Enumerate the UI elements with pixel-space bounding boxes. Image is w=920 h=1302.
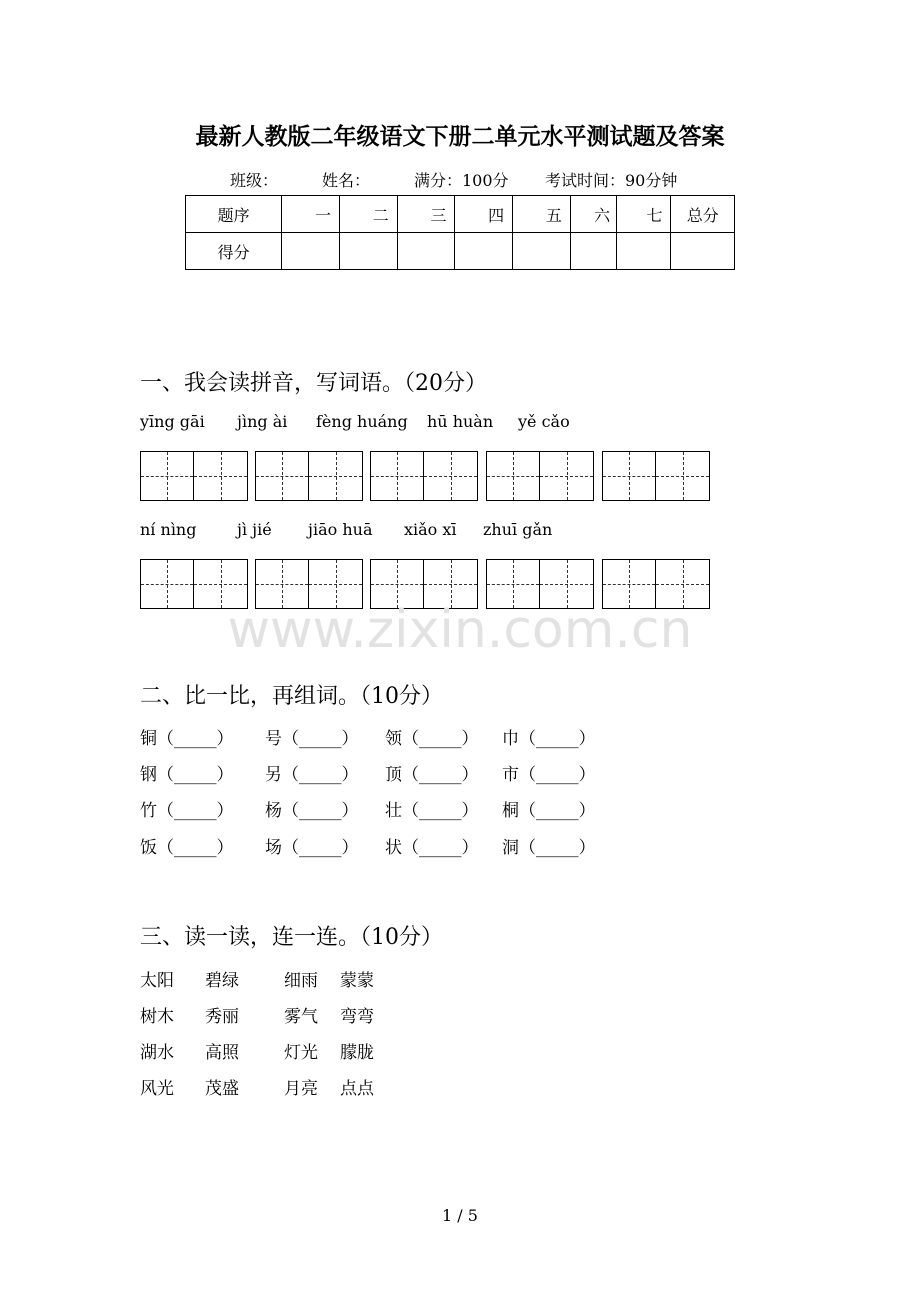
word-pair-item[interactable]: 桐（_____）: [502, 801, 596, 821]
word-pair-item[interactable]: 号（_____）: [265, 729, 359, 749]
tian-cell[interactable]: [309, 452, 362, 500]
match-word[interactable]: 朦胧: [340, 1043, 374, 1063]
match-word[interactable]: 秀丽: [205, 1007, 239, 1027]
pinyin: fèng huáng: [316, 412, 408, 431]
writing-box[interactable]: [140, 451, 248, 501]
tian-cell[interactable]: [256, 452, 309, 500]
word-pair-item[interactable]: 状（_____）: [385, 838, 479, 858]
pinyin: jì jié: [237, 520, 272, 539]
match-word[interactable]: 湖水: [140, 1043, 174, 1063]
score-header-cell: 二: [339, 196, 397, 233]
word-pair-item[interactable]: 钢（_____）: [140, 765, 234, 785]
pinyin: hū huàn: [427, 412, 494, 431]
score-header-cell: 三: [397, 196, 455, 233]
score-table-score-row: [186, 233, 735, 270]
score-input-cell[interactable]: [339, 233, 397, 270]
section2-heading: 二、比一比，再组词。（10分）: [140, 684, 443, 709]
score-header-cell: 四: [455, 196, 513, 233]
writing-box[interactable]: [255, 451, 363, 501]
word-pair-item[interactable]: 竹（_____）: [140, 801, 234, 821]
word-pair-item[interactable]: 饭（_____）: [140, 838, 234, 858]
tian-cell[interactable]: [656, 452, 709, 500]
word-pair-item[interactable]: 顶（_____）: [385, 765, 479, 785]
match-word[interactable]: 灯光: [284, 1043, 318, 1063]
score-header-cell: 题序: [186, 196, 282, 233]
exam-time: 考试时间：90分钟: [545, 171, 678, 190]
tian-cell[interactable]: [141, 452, 194, 500]
match-word[interactable]: 风光: [140, 1079, 174, 1099]
section1-heading: 一、我会读拼音，写词语。（20分）: [140, 371, 487, 396]
tian-cell[interactable]: [371, 452, 424, 500]
score-header-cell: 七: [617, 196, 671, 233]
tian-cell[interactable]: [424, 452, 477, 500]
tian-cell[interactable]: [194, 452, 247, 500]
writing-box[interactable]: [486, 451, 594, 501]
pinyin: zhuī gǎn: [483, 520, 553, 539]
pinyin: yīng gāi: [140, 412, 205, 431]
name-label: 姓名：: [322, 171, 371, 190]
writing-box[interactable]: [370, 451, 478, 501]
tian-cell[interactable]: [603, 452, 656, 500]
match-word[interactable]: 茂盛: [205, 1079, 239, 1099]
match-word[interactable]: 碧绿: [205, 971, 239, 991]
word-pair-item[interactable]: 铜（_____）: [140, 729, 234, 749]
match-word[interactable]: 弯弯: [340, 1007, 374, 1027]
score-table-header-row: [186, 196, 735, 233]
score-input-cell[interactable]: [455, 233, 513, 270]
match-word[interactable]: 月亮: [284, 1079, 318, 1099]
match-word[interactable]: 雾气: [284, 1007, 318, 1027]
page-number: 1 / 5: [442, 1206, 478, 1225]
score-header-cell: 五: [513, 196, 571, 233]
pinyin: jiāo huā: [308, 520, 373, 539]
score-input-cell[interactable]: [671, 233, 735, 270]
watermark: www.zixin.com.cn: [227, 600, 693, 660]
match-word[interactable]: 细雨: [284, 971, 318, 991]
word-pair-item[interactable]: 另（_____）: [265, 765, 359, 785]
score-header-cell: 六: [570, 196, 616, 233]
word-pair-item[interactable]: 领（_____）: [385, 729, 479, 749]
score-header-cell: 总分: [671, 196, 735, 233]
score-table: [185, 195, 735, 270]
page-title: 最新人教版二年级语文下册二单元水平测试题及答案: [195, 123, 725, 150]
tian-cell[interactable]: [487, 452, 540, 500]
word-pair-item[interactable]: 杨（_____）: [265, 801, 359, 821]
score-input-cell[interactable]: [397, 233, 455, 270]
match-word[interactable]: 高照: [205, 1043, 239, 1063]
word-pair-item[interactable]: 场（_____）: [265, 838, 359, 858]
pinyin: xiǎo xī: [404, 520, 457, 539]
score-input-cell[interactable]: [570, 233, 616, 270]
full-score: 满分：100分: [414, 171, 509, 190]
word-pair-item[interactable]: 巾（_____）: [502, 729, 596, 749]
tian-cell[interactable]: [540, 452, 593, 500]
match-word[interactable]: 树木: [140, 1007, 174, 1027]
pinyin: yě cǎo: [518, 412, 570, 431]
writing-box[interactable]: [602, 451, 710, 501]
score-input-cell[interactable]: [282, 233, 340, 270]
match-word[interactable]: 蒙蒙: [340, 971, 374, 991]
match-word[interactable]: 点点: [340, 1079, 374, 1099]
score-header-cell: 一: [282, 196, 340, 233]
score-input-cell[interactable]: [617, 233, 671, 270]
pinyin: jìng ài: [237, 412, 288, 431]
score-row-label: 得分: [186, 233, 282, 270]
word-pair-item[interactable]: 市（_____）: [502, 765, 596, 785]
match-word[interactable]: 太阳: [140, 971, 174, 991]
word-pair-item[interactable]: 洞（_____）: [502, 838, 596, 858]
section3-heading: 三、读一读，连一连。（10分）: [140, 925, 443, 950]
score-input-cell[interactable]: [513, 233, 571, 270]
class-label: 班级：: [230, 171, 279, 190]
word-pair-item[interactable]: 壮（_____）: [385, 801, 479, 821]
pinyin: ní nìng: [140, 520, 197, 539]
